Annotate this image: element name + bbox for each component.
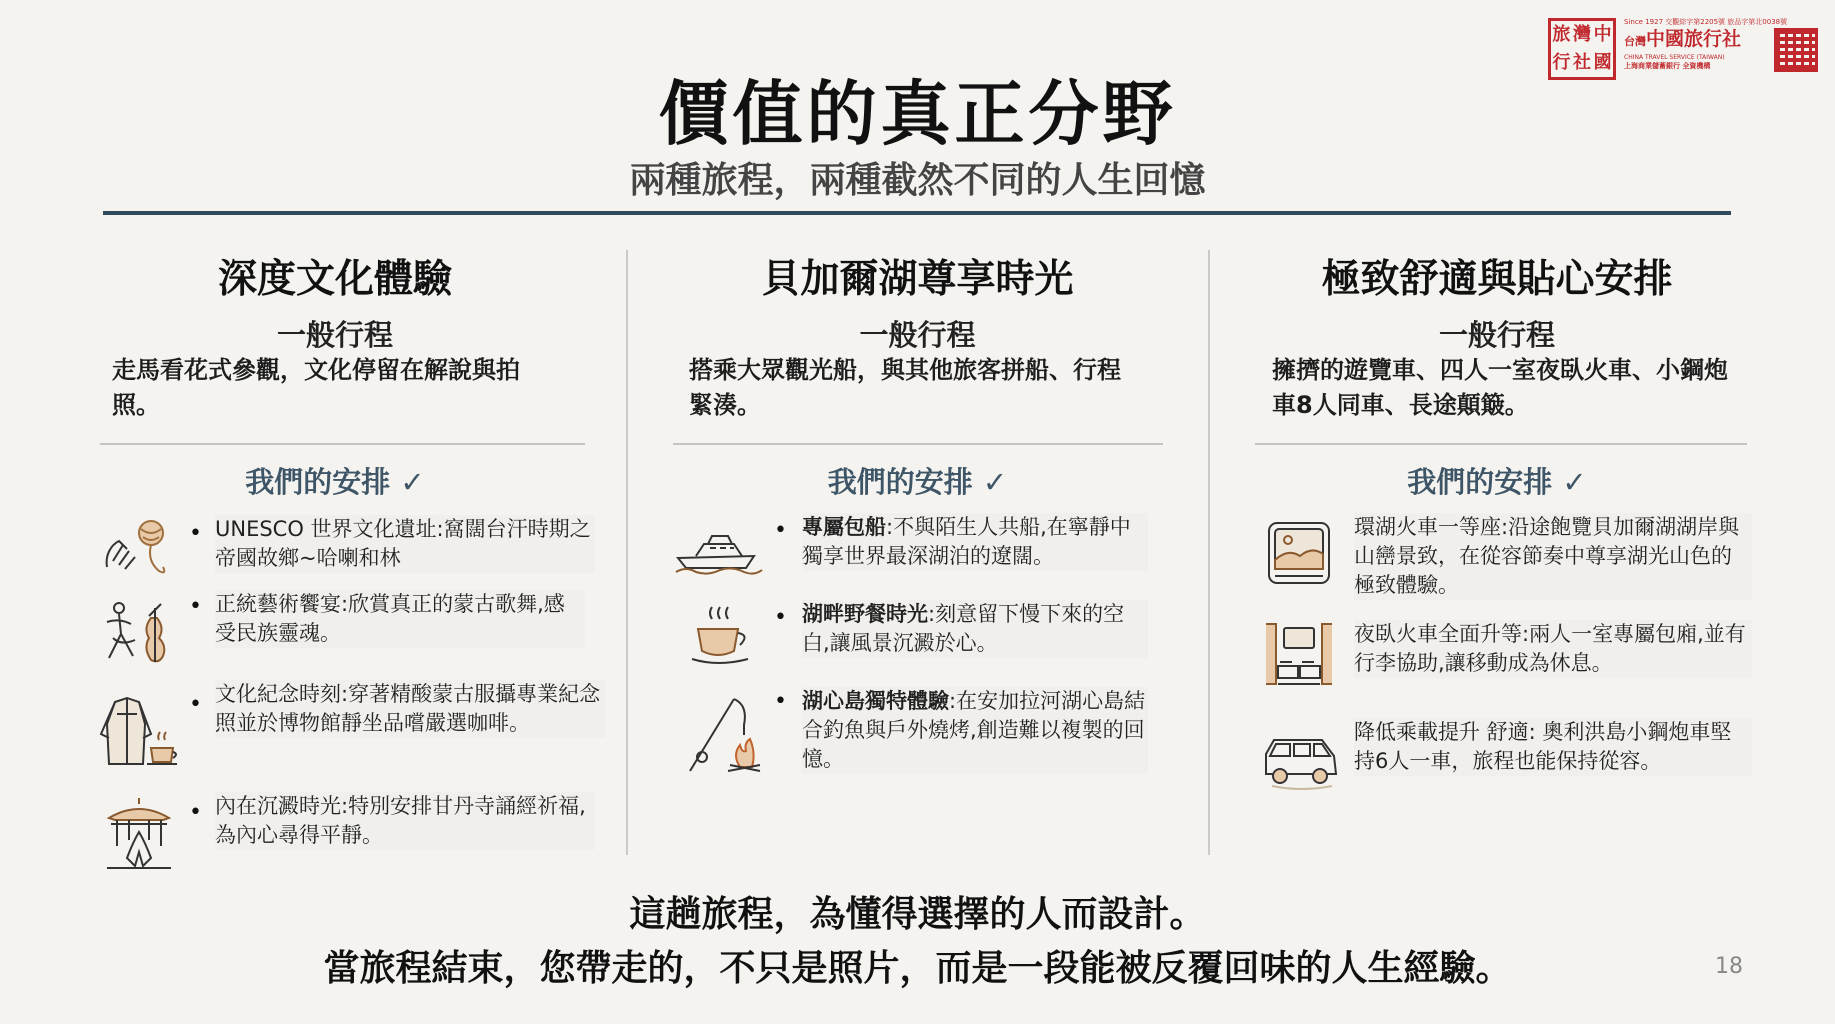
logo-prefix: 台灣 bbox=[1624, 35, 1646, 48]
seal-char: 社 bbox=[1572, 52, 1591, 73]
fishing-campfire-icon bbox=[682, 695, 762, 775]
item-detail: :在安加拉河湖心島結合釣魚與戶外燒烤,創造難以複製的回憶。 bbox=[802, 689, 1146, 771]
list-item bbox=[1252, 620, 1772, 700]
bullet: • bbox=[189, 521, 202, 546]
column-divider bbox=[1208, 250, 1210, 855]
seal-char: 國 bbox=[1593, 52, 1612, 73]
item-text: 內在沉澱時光:特別安排甘丹寺誦經祈福,為內心尋得平靜。 bbox=[215, 792, 595, 850]
train-window-icon bbox=[1266, 520, 1332, 586]
item-text bbox=[802, 513, 1148, 571]
item-text: 夜臥火車全面升等:兩人一室專屬包廂,並有行李協助,讓移動成為休息。 bbox=[1354, 620, 1752, 678]
bullet: • bbox=[774, 689, 787, 714]
item-detail: :刻意留下慢下來的空白,讓風景沉澱於心。 bbox=[802, 602, 1125, 655]
ours-label: 我們的安排 ✓ bbox=[1407, 465, 1587, 499]
item-lead: 湖畔野餐時光 bbox=[802, 602, 928, 626]
column-baikal bbox=[670, 240, 1175, 860]
column-title: 深度文化體驗 bbox=[217, 256, 452, 302]
dancer-violin-icon bbox=[99, 598, 175, 670]
item-text: 環湖火車一等座:沿途飽覽貝加爾湖湖岸與山巒景致，在從容節奏中尊享湖光山色的極致體驗。 bbox=[1354, 513, 1752, 600]
item-text bbox=[802, 687, 1148, 774]
item-text: 降低乘載提升 舒適: 奧利洪島小鋼炮車堅持6人一車，旅程也能保持從容。 bbox=[1354, 718, 1752, 776]
footer-message: 當旅程結束，您帶走的，不只是照片，而是一段能被反覆回味的人生經驗。 bbox=[323, 948, 1512, 989]
column-comfort bbox=[1252, 240, 1752, 860]
general-text: 搭乘大眾觀光船，與其他旅客拼船、行程緊湊。 bbox=[689, 356, 1121, 419]
seal-char: 灣 bbox=[1572, 24, 1591, 45]
logo-text bbox=[1624, 18, 1788, 71]
seal-char: 行 bbox=[1552, 52, 1571, 73]
list-item bbox=[95, 592, 605, 672]
yarn-hands-icon bbox=[101, 515, 171, 581]
column-divider bbox=[626, 250, 628, 855]
general-label: 一般行程 bbox=[1438, 318, 1555, 352]
column-culture bbox=[95, 240, 601, 860]
item-detail: :不與陌生人共船,在寧靜中獨享世界最深湖泊的遼闊。 bbox=[802, 515, 1131, 568]
logo-bank: 上海商業儲蓄銀行 全資機構 bbox=[1624, 62, 1711, 70]
logo-name-row bbox=[1624, 27, 1774, 54]
company-logo bbox=[1548, 18, 1818, 84]
item-lead: 湖心島獨特體驗 bbox=[802, 689, 949, 713]
bullet: • bbox=[189, 800, 202, 825]
seal-char: 旅 bbox=[1552, 24, 1571, 45]
list-item bbox=[95, 792, 605, 872]
logo-name: 中國旅行社 bbox=[1646, 28, 1742, 50]
ours-label: 我們的安排 ✓ bbox=[245, 465, 425, 499]
bullet: • bbox=[774, 518, 787, 543]
list-item bbox=[670, 602, 1190, 675]
item-lead: 專屬包船 bbox=[802, 515, 886, 539]
bullet: • bbox=[774, 605, 787, 630]
title-divider bbox=[103, 211, 1731, 215]
list-item bbox=[670, 515, 1190, 588]
tea-cup-icon bbox=[690, 605, 752, 669]
general-text: 擁擠的遊覽車、四人一室夜臥火車、小鋼炮車8人同車、長途顛簸。 bbox=[1272, 356, 1728, 419]
column-rule bbox=[100, 443, 585, 445]
general-label: 一般行程 bbox=[276, 318, 393, 352]
item-text: UNESCO 世界文化遺址:窩闊台汗時期之帝國故鄉~哈喇和林 bbox=[215, 515, 595, 573]
list-item bbox=[1252, 722, 1772, 802]
logo-since: Since 1927 交觀綜字第2205號 旅品字第北0038號 bbox=[1624, 18, 1788, 26]
qr-code-icon bbox=[1774, 28, 1818, 72]
ours-label: 我們的安排 ✓ bbox=[827, 465, 1008, 499]
robe-coffee-icon bbox=[97, 694, 181, 770]
seal-char: 中 bbox=[1593, 24, 1612, 45]
list-item bbox=[95, 515, 605, 585]
yacht-icon bbox=[674, 526, 764, 576]
logo-english: CHINA TRAVEL SERVICE (TAIWAN) bbox=[1624, 54, 1725, 61]
item-text bbox=[802, 600, 1148, 658]
page-subtitle: 兩種旅程，兩種截然不同的人生回憶 bbox=[629, 160, 1206, 201]
general-text: 走馬看花式參觀，文化停留在解說與拍照。 bbox=[112, 356, 520, 419]
bullet: • bbox=[189, 594, 202, 619]
list-item bbox=[1252, 515, 1772, 608]
list-item bbox=[95, 680, 605, 780]
item-text: 文化紀念時刻:穿著精酸蒙古服攝專業紀念照並於博物館靜坐品嚐嚴選咖啡。 bbox=[215, 680, 605, 738]
temple-prayer-icon bbox=[103, 796, 175, 870]
general-label: 一般行程 bbox=[859, 318, 976, 352]
page-number: 18 bbox=[1715, 954, 1743, 979]
item-text: 正統藝術饗宴:欣賞真正的蒙古歌舞,感受民族靈魂。 bbox=[215, 590, 585, 648]
column-title: 貝加爾湖尊享時光 bbox=[761, 256, 1074, 302]
sleeper-cabin-icon bbox=[1262, 620, 1336, 688]
page-title: 價值的真正分野 bbox=[658, 72, 1177, 155]
column-rule bbox=[673, 443, 1163, 445]
column-title: 極致舒適與貼心安排 bbox=[1321, 256, 1673, 302]
column-rule bbox=[1255, 443, 1747, 445]
footer-tagline: 這趟旅程，為懂得選擇的人而設計。 bbox=[629, 894, 1206, 935]
logo-seal bbox=[1548, 18, 1616, 80]
list-item bbox=[670, 689, 1190, 785]
bullet: • bbox=[189, 692, 202, 717]
van-icon bbox=[1262, 734, 1340, 790]
